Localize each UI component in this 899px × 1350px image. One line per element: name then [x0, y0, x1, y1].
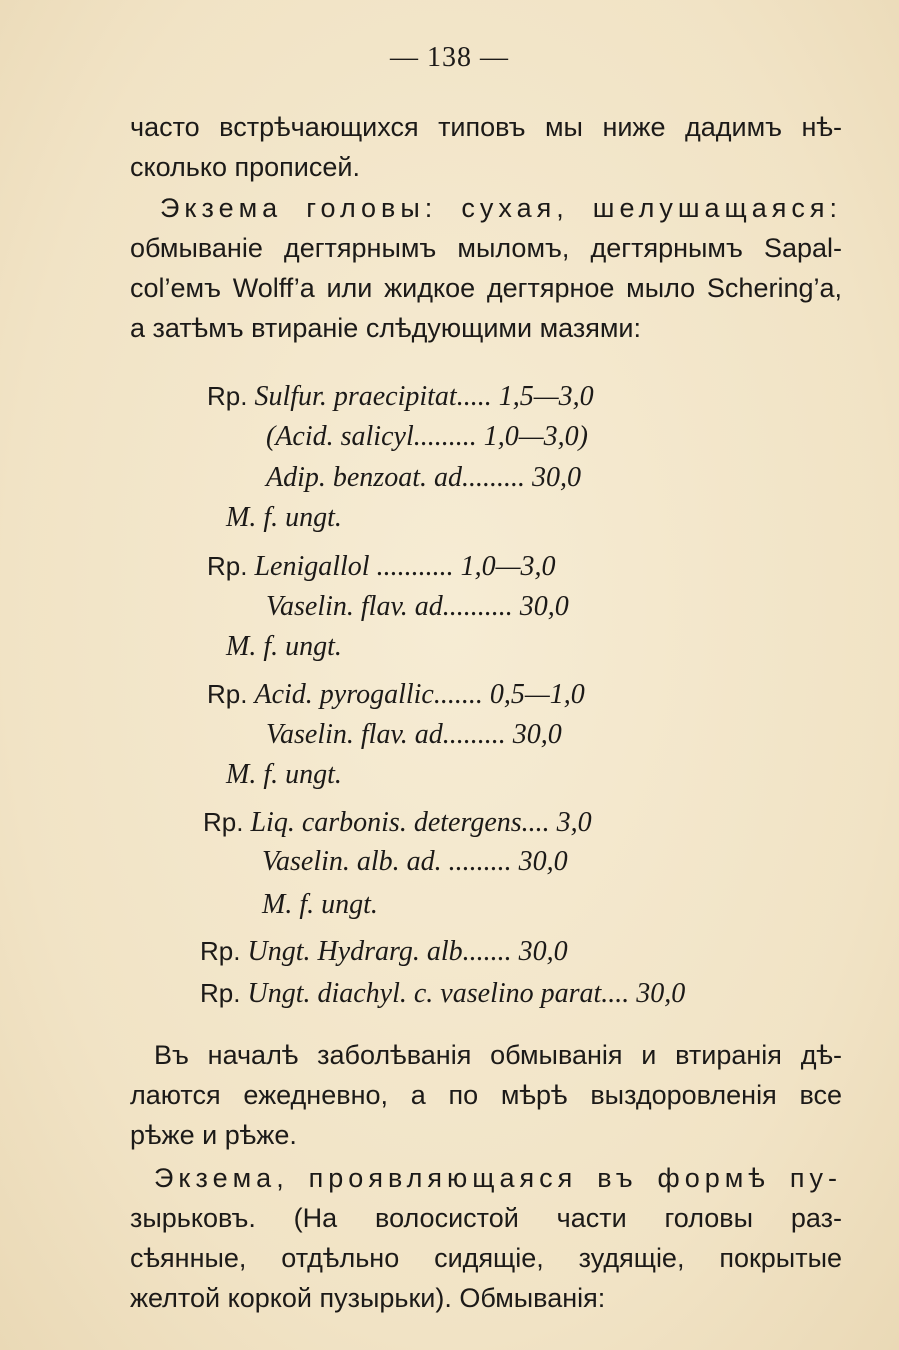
- eczema-head-line-4: а затѣмъ втираніе слѣдующими мазями:: [130, 313, 641, 343]
- page-number: — 138 —: [390, 42, 509, 73]
- recipe-text: M. f. ungt.: [226, 631, 342, 662]
- recipe-line: [266, 715, 562, 755]
- recipe-text: Liq. carbonis. detergens.... 3,0: [250, 807, 592, 838]
- recipe-line: [226, 755, 342, 795]
- recipe-text: Adip. benzoat. ad......... 30,0: [266, 462, 581, 493]
- recipe-text: Ungt. diachyl. c. vaselino parat.... 30,0: [247, 978, 686, 1009]
- after-line-2: лаются ежедневно, а по мѣрѣ выздоровленія все: [130, 1080, 842, 1110]
- rp-label: Rp.: [203, 807, 244, 837]
- recipe-text: Acid. pyrogallic....... 0,5—1,0: [254, 679, 585, 710]
- rp-label: Rp.: [200, 936, 241, 966]
- recipe-text: M. f. ungt.: [226, 502, 342, 533]
- recipe-line: [203, 802, 592, 842]
- after-line-3: рѣже и рѣже.: [130, 1120, 297, 1150]
- eczema-head-line-3: col’емъ Wolff’а или жидкое дегтярное мыло Schering’a,: [130, 273, 842, 303]
- recipe-text: Vaselin. flav. ad.......... 30,0: [266, 591, 569, 622]
- rp-label: Rp.: [207, 551, 248, 581]
- intro-line-2: сколько прописей.: [130, 152, 360, 182]
- vesicular-line-4: желтой коркой пузырьки). Обмыванія:: [130, 1283, 606, 1313]
- vesicular-line-2: зырьковъ. (На волосистой части головы раз-: [130, 1203, 842, 1233]
- recipe-text: Lenigallol ........... 1,0—3,0: [254, 551, 556, 582]
- recipe-line: [262, 842, 568, 882]
- recipe-line: [200, 973, 685, 1013]
- recipe-line: [207, 546, 555, 586]
- recipe-line: [266, 458, 581, 498]
- recipe-line: [207, 674, 585, 714]
- rp-label: Rp.: [207, 381, 248, 411]
- eczema-head-line-2: обмываніе дегтярнымъ мыломъ, дегтярнымъ Sapal-: [130, 233, 842, 263]
- recipe-text: Vaselin. flav. ad......... 30,0: [266, 719, 562, 750]
- recipe-text: (Acid. salicyl......... 1,0—3,0): [266, 421, 588, 452]
- vesicular-paragraph: [130, 1158, 842, 1318]
- after-paragraph: [130, 1035, 842, 1155]
- recipe-line: [266, 417, 588, 457]
- eczema-head-paragraph: [130, 188, 842, 348]
- intro-paragraph: [130, 107, 842, 187]
- rp-label: Rp.: [200, 978, 241, 1008]
- intro-line-1: часто встрѣчающихся типовъ мы ниже дадимъ нѣ-: [130, 112, 842, 142]
- recipe-text: M. f. ungt.: [226, 759, 342, 790]
- vesicular-line-1: Экзема, проявляющаяся въ формѣ пу-: [154, 1163, 842, 1193]
- vesicular-line-3: сѣянные, отдѣльно сидящіе, зудящіе, покрытые: [130, 1243, 842, 1273]
- recipe-line: [207, 376, 594, 416]
- recipe-text: Sulfur. praecipitat..... 1,5—3,0: [254, 381, 594, 412]
- recipe-line: [226, 498, 342, 538]
- recipe-line: [266, 587, 569, 627]
- after-line-1: Въ началѣ заболѣванія обмыванія и втиранія дѣ-: [154, 1040, 842, 1070]
- rp-label: Rp.: [207, 679, 248, 709]
- recipe-line: [262, 885, 378, 925]
- recipe-text: Vaselin. alb. ad. ......... 30,0: [262, 846, 568, 877]
- recipe-line: [200, 931, 568, 971]
- recipe-text: Ungt. Hydrarg. alb....... 30,0: [247, 936, 568, 967]
- eczema-head-line-1: Экзема головы: сухая, шелушащаяся:: [160, 193, 842, 223]
- recipe-text: M. f. ungt.: [262, 889, 378, 920]
- recipe-line: [226, 627, 342, 667]
